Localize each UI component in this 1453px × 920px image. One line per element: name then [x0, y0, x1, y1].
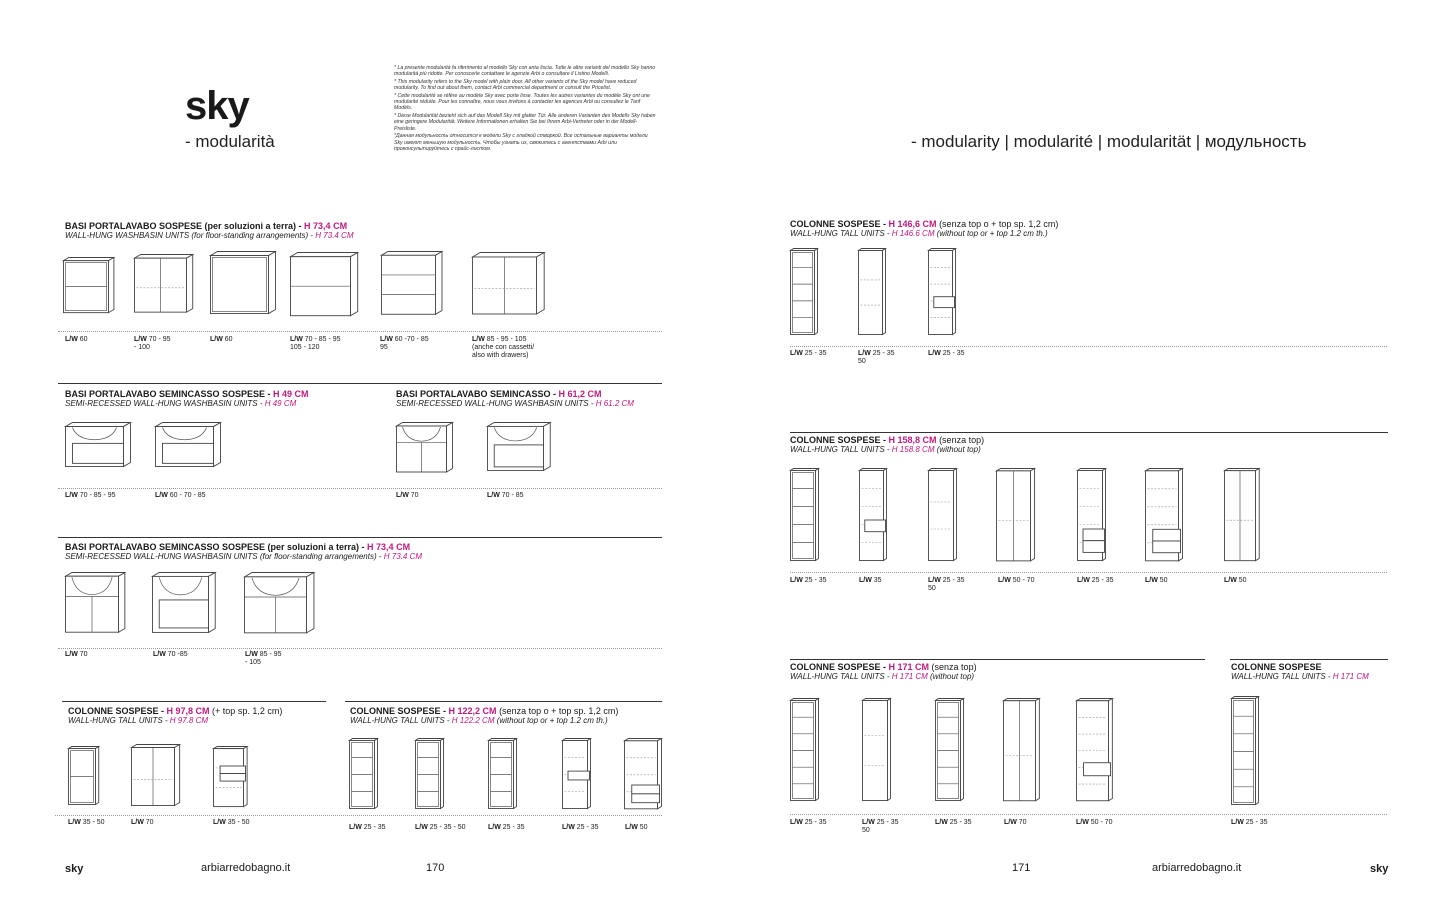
section-title: BASI PORTALAVABO SEMINCASSO SOSPESE (per soluzioni a terra) - H 73,4 CM — [65, 542, 411, 552]
width-label — [290, 336, 341, 352]
dotted-divider — [58, 331, 662, 332]
footer-website-left[interactable]: arbiarredobagno.it — [201, 862, 291, 874]
width-label-value: 35 - 50 — [225, 819, 250, 826]
width-label-value: 25 - 35 — [1089, 577, 1114, 584]
page-number-right: 171 — [1012, 862, 1031, 874]
width-label — [998, 577, 1035, 585]
section-divider — [58, 383, 662, 384]
footer-brand-left: sky — [65, 863, 84, 875]
width-label — [155, 492, 206, 500]
width-label-prefix: L/W — [562, 824, 575, 831]
width-label-prefix: L/W — [862, 819, 875, 826]
cabinet-illustration — [928, 468, 958, 562]
cabinet-illustration — [472, 252, 546, 315]
footer-website-right[interactable]: arbiarredobagno.it — [1152, 862, 1242, 874]
section-subtitle: SEMI-RECESSED WALL-HUNG WASHBASIN UNITS (for floor-standing arrangements) - H 73.4 CM — [65, 552, 422, 561]
width-label-prefix: L/W — [245, 651, 258, 658]
width-label-value: 25 - 35 — [1243, 819, 1268, 826]
note-en: * This modularity refers to the Sky model with plain door. All other variants of the Sky model have reduced modularity. To find out about them, contact Arbi commercial department or consult the Pricelist. — [394, 79, 637, 92]
cabinet-illustration — [415, 738, 445, 810]
section-divider — [790, 659, 1205, 660]
width-label — [790, 350, 827, 358]
width-label-prefix: L/W — [859, 577, 872, 584]
width-label-prefix: L/W — [65, 651, 78, 658]
width-label-value: 25 - 35 — [574, 824, 599, 831]
section-semincasso-terra — [65, 542, 422, 561]
width-label — [415, 824, 466, 832]
cabinet-illustration — [213, 746, 249, 808]
width-label-value: 25 - 35 50 — [862, 819, 899, 834]
width-label — [790, 819, 827, 827]
width-label-prefix: L/W — [68, 819, 81, 826]
width-label — [1076, 819, 1113, 827]
section-basi-semincasso — [396, 389, 634, 408]
width-label — [68, 819, 105, 827]
width-label — [65, 651, 88, 659]
cabinet-illustration — [487, 422, 552, 472]
section-colonne-122 — [350, 706, 618, 725]
width-label — [65, 492, 116, 500]
width-label-value: 25 - 35 — [802, 577, 827, 584]
width-label-value: 50 — [637, 824, 648, 831]
width-label-value: 25 - 35 50 — [928, 577, 965, 592]
cabinet-illustration — [68, 746, 100, 806]
width-label — [380, 336, 429, 352]
width-label-value: 60 — [222, 336, 233, 343]
width-label — [1077, 577, 1114, 585]
width-label — [928, 350, 965, 358]
cabinet-illustration — [928, 248, 957, 336]
section-subtitle: WALL-HUNG WASHBASIN UNITS (for floor-standing arrangements) - H 73.4 CM — [65, 231, 354, 240]
section-subtitle: SEMI-RECESSED WALL-HUNG WASHBASIN UNITS - H 61.2 CM — [396, 399, 634, 408]
width-label — [153, 651, 188, 659]
width-label-value: 25 - 35 — [802, 819, 827, 826]
cabinet-illustration — [65, 422, 132, 468]
width-label-value: 25 - 35 50 — [858, 350, 895, 365]
width-label-prefix: L/W — [1004, 819, 1017, 826]
cabinet-illustration — [65, 572, 126, 634]
width-label-value: 85 - 95 - 105 (anche con cassetti/ also with drawers) — [472, 336, 535, 359]
cabinet-illustration — [131, 744, 181, 807]
width-label-prefix: L/W — [65, 336, 78, 343]
cabinet-illustration — [152, 572, 217, 634]
width-label-prefix: L/W — [472, 336, 485, 343]
section-title: BASI PORTALAVABO SEMINCASSO - H 61,2 CM — [396, 389, 602, 399]
width-label-prefix: L/W — [625, 824, 638, 831]
cabinet-illustration — [935, 698, 965, 802]
section-colonne-171-single — [1231, 662, 1369, 681]
section-divider — [345, 701, 662, 702]
note-ru: *Данная модульность относится к модели Sky с гладкой створкой. Все остальные варианты модели Sky имеют меньшую модульность. Чтобы узнать их, свяжитесь с агентствами Arbi или проконсультируйтесь с прайс-листом. — [394, 133, 648, 152]
width-label-prefix: L/W — [858, 350, 871, 357]
section-subtitle: WALL-HUNG TALL UNITS - H 171 CM (without top) — [790, 672, 975, 681]
width-label — [562, 824, 599, 832]
brand-title: sky — [185, 84, 249, 128]
section-subtitle: SEMI-RECESSED WALL-HUNG WASHBASIN UNITS - H 49 CM — [65, 399, 297, 408]
width-label-value: 50 — [1236, 577, 1247, 584]
section-divider — [1230, 659, 1388, 660]
width-label-prefix: L/W — [935, 819, 948, 826]
section-divider — [790, 432, 1388, 433]
width-label-prefix: L/W — [1076, 819, 1089, 826]
section-title: COLONNE SOSPESE — [1231, 662, 1322, 672]
width-label-value: 35 — [871, 577, 882, 584]
width-label-value: 60 - 70 - 85 — [167, 492, 206, 499]
width-label — [858, 350, 895, 366]
cabinet-illustration — [624, 738, 663, 810]
width-label — [472, 336, 534, 360]
width-label — [1145, 577, 1168, 585]
section-colonne-158 — [790, 435, 984, 454]
cabinet-illustration — [396, 422, 454, 474]
section-colonne-97 — [68, 706, 282, 725]
section-subtitle: WALL-HUNG TALL UNITS - H 158.8 CM (without top) — [790, 445, 981, 454]
width-label — [859, 577, 882, 585]
section-title: COLONNE SOSPESE - H 122,2 CM (senza top o + top sp. 1,2 cm) — [350, 706, 619, 716]
width-label-prefix: L/W — [1077, 577, 1090, 584]
cabinet-illustration — [134, 254, 194, 314]
width-label-prefix: L/W — [488, 824, 501, 831]
width-label-value: 70 -85 — [165, 651, 188, 658]
width-label-prefix: L/W — [928, 577, 941, 584]
width-label-value: 25 - 35 - 50 — [427, 824, 466, 831]
cabinet-illustration — [488, 738, 518, 810]
cabinet-illustration — [349, 738, 379, 810]
width-label-value: 70 — [408, 492, 419, 499]
width-label — [935, 819, 972, 827]
width-label-prefix: L/W — [1224, 577, 1237, 584]
width-label-value: 25 - 35 — [940, 350, 965, 357]
note-fr: * Cette modularité se réfère au modèle Sky avec porte lisse. Toutes les autres variantes du modèle Sky ont une modularité réduite. Pour les connaître, nous vous invitons à contacter les agences Arbi ou consultez le Tarif Modèls. — [394, 93, 650, 112]
cabinet-illustration — [155, 422, 222, 468]
cabinet-illustration — [244, 572, 315, 634]
cabinet-illustration — [562, 738, 592, 810]
note-de: * Diese Modularität bezieht sich auf das Modell Sky mit glatter Tür. Alle anderen Varianten des Modells Sky haben eine geringere Modularität. Weitere Informationen erhalten Sie bei Ihrem Arbi-Vertreter oder in der Modell-Preisliste. — [394, 113, 656, 132]
width-label-value: 25 - 35 — [802, 350, 827, 357]
width-label — [210, 336, 233, 344]
width-label-value: 25 - 35 — [947, 819, 972, 826]
width-label — [396, 492, 419, 500]
dotted-divider — [58, 488, 662, 489]
width-label-value: 70 - 85 - 95 — [77, 492, 116, 499]
note-it: * La presente modularità fa riferimento al modello Sky con anta liscia. Tutte le altre varianti del modello Sky hanno modularità più ridotte. Per conoscerle contattare le agenzie Arbi o consultare il Listino Modelli. — [394, 65, 656, 78]
width-label-value: 25 - 35 — [500, 824, 525, 831]
width-label-value: 70 — [77, 651, 88, 658]
cabinet-illustration — [858, 248, 887, 336]
section-title: COLONNE SOSPESE - H 171 CM (senza top) — [790, 662, 977, 672]
section-title: COLONNE SOSPESE - H 158,8 CM (senza top) — [790, 435, 985, 445]
width-label-value: 70 — [1016, 819, 1027, 826]
width-label-value: 70 - 95 - 100 — [134, 336, 171, 351]
cabinet-illustration — [1077, 468, 1107, 562]
section-colonne-171 — [790, 662, 977, 681]
width-label-value: 25 - 35 — [361, 824, 386, 831]
width-label-value: 60 — [77, 336, 88, 343]
cabinet-illustration — [862, 698, 892, 802]
width-label-prefix: L/W — [210, 336, 223, 343]
width-label-prefix: L/W — [290, 336, 303, 343]
width-label-prefix: L/W — [998, 577, 1011, 584]
dotted-divider — [790, 814, 1387, 815]
section-basi-semincasso-sospese — [65, 389, 309, 408]
width-label — [245, 651, 282, 667]
width-label-value: 60 -70 - 85 95 — [380, 336, 429, 351]
width-label-prefix: L/W — [1145, 577, 1158, 584]
width-label-prefix: L/W — [790, 819, 803, 826]
width-label-prefix: L/W — [213, 819, 226, 826]
width-label-prefix: L/W — [415, 824, 428, 831]
cabinet-illustration — [790, 468, 820, 562]
section-basi-sospese — [65, 221, 354, 240]
width-label-prefix: L/W — [155, 492, 168, 499]
section-divider — [62, 701, 326, 702]
dotted-divider — [55, 815, 662, 816]
cabinet-illustration — [790, 248, 819, 336]
modularity-notes — [394, 65, 656, 154]
width-label — [487, 492, 524, 500]
width-label — [131, 819, 154, 827]
dotted-divider — [790, 572, 1387, 573]
cabinet-illustration — [996, 468, 1036, 562]
width-label-value: 70 — [143, 819, 154, 826]
width-label-prefix: L/W — [487, 492, 500, 499]
width-label — [213, 819, 250, 827]
cabinet-illustration — [1003, 698, 1041, 802]
section-subtitle: WALL-HUNG TALL UNITS - H 171 CM — [1231, 672, 1369, 681]
width-label-value: 85 - 95 - 105 — [245, 651, 282, 666]
cabinet-illustration — [859, 468, 888, 562]
width-label-value: 50 - 70 — [1088, 819, 1113, 826]
dotted-divider — [58, 648, 662, 649]
width-label-value: 35 - 50 — [80, 819, 105, 826]
width-label-prefix: L/W — [131, 819, 144, 826]
width-label — [134, 336, 171, 352]
section-divider — [58, 537, 662, 538]
section-title: BASI PORTALAVABO SEMINCASSO SOSPESE - H 49 CM — [65, 389, 309, 399]
section-title: BASI PORTALAVABO SOSPESE (per soluzioni a terra) - H 73,4 CM — [65, 221, 348, 231]
width-label-value: 70 - 85 — [499, 492, 524, 499]
width-label — [1224, 577, 1247, 585]
section-subtitle: WALL-HUNG TALL UNITS - H 97.8 CM — [68, 716, 209, 725]
width-label — [862, 819, 899, 835]
section-title: COLONNE SOSPESE - H 97,8 CM (+ top sp. 1,2 cm) — [68, 706, 283, 716]
width-label-prefix: L/W — [153, 651, 166, 658]
section-title: COLONNE SOSPESE - H 146,6 CM (senza top o + top sp. 1,2 cm) — [790, 219, 1059, 229]
cabinet-illustration — [290, 252, 359, 317]
cabinet-illustration — [210, 251, 277, 315]
page-number-left: 170 — [426, 862, 445, 874]
width-label-value: 50 - 70 — [1010, 577, 1035, 584]
cabinet-illustration — [1224, 468, 1261, 562]
width-label-prefix: L/W — [790, 577, 803, 584]
width-label-prefix: L/W — [65, 492, 78, 499]
width-label — [1004, 819, 1027, 827]
width-label — [488, 824, 525, 832]
section-subtitle: WALL-HUNG TALL UNITS - H 146.6 CM (without top or + top 1.2 cm th.) — [790, 229, 1048, 238]
width-label — [928, 577, 965, 593]
cabinet-illustration — [1145, 468, 1184, 562]
width-label-value: 70 - 85 - 95 105 - 120 — [290, 336, 341, 351]
section-colonne-146 — [790, 219, 1058, 238]
width-label-prefix: L/W — [1231, 819, 1244, 826]
width-label-value: 50 — [1157, 577, 1168, 584]
cabinet-illustration — [63, 257, 115, 314]
cabinet-illustration — [790, 698, 820, 802]
width-label — [1231, 819, 1268, 827]
width-label-prefix: L/W — [380, 336, 393, 343]
width-label-prefix: L/W — [134, 336, 147, 343]
page-subtitle-multilang: - modularity | modularité | modularität | модульность — [911, 132, 1307, 151]
width-label — [65, 336, 88, 344]
section-subtitle: WALL-HUNG TALL UNITS - H 122.2 CM (without top or + top 1.2 cm th.) — [350, 716, 608, 725]
cabinet-illustration — [381, 251, 443, 316]
footer-brand-right: sky — [1370, 863, 1389, 875]
width-label — [790, 577, 827, 585]
page-subtitle: - modularità — [185, 132, 275, 151]
width-label-prefix: L/W — [349, 824, 362, 831]
width-label-prefix: L/W — [396, 492, 409, 499]
cabinet-illustration — [1076, 698, 1114, 802]
width-label-prefix: L/W — [790, 350, 803, 357]
width-label — [349, 824, 386, 832]
dotted-divider — [790, 346, 1387, 347]
width-label — [625, 824, 648, 832]
width-label-prefix: L/W — [928, 350, 941, 357]
cabinet-illustration — [1231, 696, 1260, 806]
